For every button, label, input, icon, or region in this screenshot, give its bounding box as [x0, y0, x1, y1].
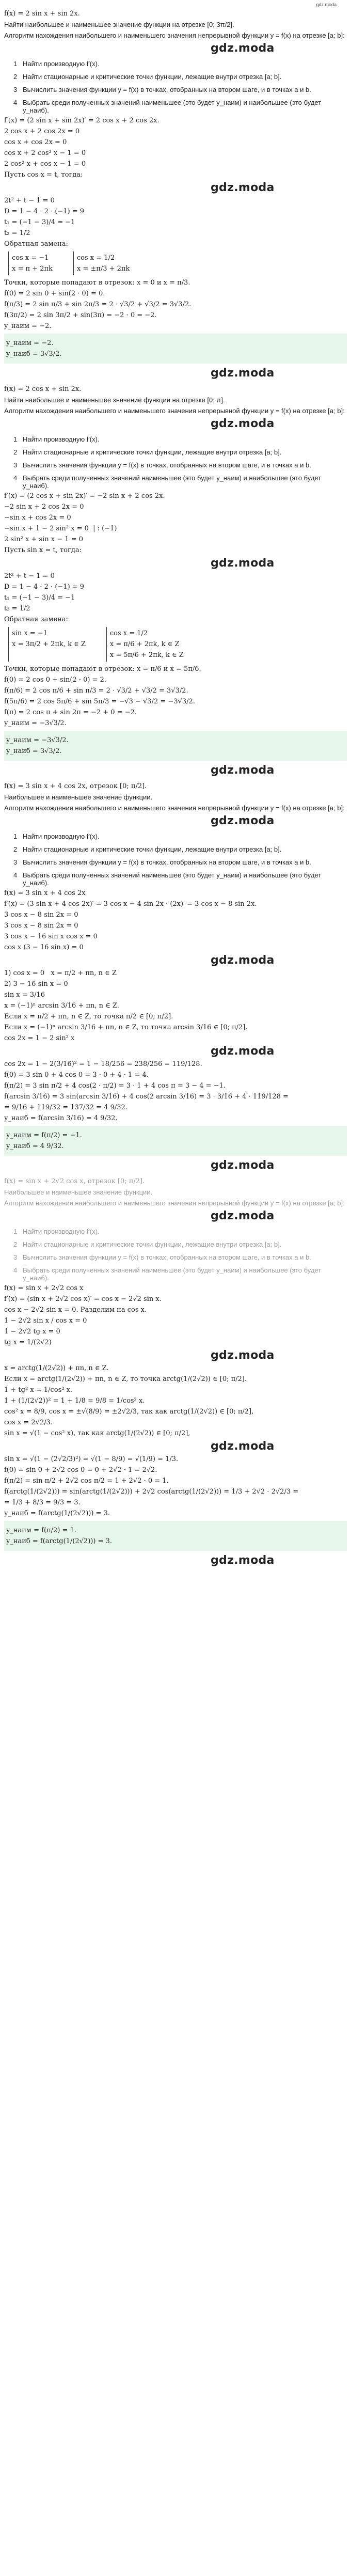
solution-line: y_наиб = f(arcsin 3/16) = 4 9/32.	[4, 1114, 118, 1122]
problem-text-line: Алгоритм нахождения наибольшего и наименьшего значения непрерывной функции y = f(x) на отрезке [a; b]:	[4, 32, 345, 39]
algorithm-step	[13, 833, 347, 840]
solution-line: f(3π/2) = 2 sin 3π/2 + sin(3π) = −2 · 0 = −2.	[4, 311, 157, 319]
problem-text-line: Наибольшее и наименьшее значение функции.	[4, 793, 153, 801]
answer-box	[4, 1521, 347, 1551]
solution-line: Точки, которые попадают в отрезок: x = 0 и x = π/3.	[4, 279, 190, 287]
problem-text-line: f(x) = 3 sin x + 4 cos 2x, отрезок [0; π/2].	[4, 782, 147, 790]
step-number: 2	[13, 73, 18, 81]
solution-line: Точки, которые попадают в отрезок: x = π/6 и x = 5π/6.	[4, 665, 201, 673]
step-text: Найти производную f′(x).	[23, 435, 100, 443]
solution-line: f′(x) = (2 cos x + sin 2x)′ = −2 sin x + 2 cos 2x.	[4, 492, 165, 500]
watermark-logo: gdz.moda	[211, 557, 275, 570]
solution-line: f(x) = sin x + 2√2 cos x	[4, 1284, 84, 1292]
solution-line: f(0) = 3 sin 0 + 4 cos 0 = 3 · 0 + 4 · 1 = 4.	[4, 1071, 149, 1079]
system-line: x = π/6 + 2πk, k ∈ Z	[109, 640, 180, 648]
solution-line: 2 sin² x + sin x − 1 = 0	[4, 536, 83, 543]
solution-line: 2 cos x + 2 cos 2x = 0	[4, 128, 80, 135]
solution-line: f(π/2) = 3 sin π/2 + 4 cos(2 · π/2) = 3 · 1 + 4 cos π = 3 − 4 = −1.	[4, 1082, 226, 1090]
algorithm-step	[13, 86, 347, 93]
watermark-logo: gdz.moda	[211, 1349, 275, 1362]
step-number: 3	[13, 461, 18, 469]
watermark-logo: gdz.moda	[211, 42, 275, 55]
solution-line: D = 1 − 4 · 2 · (−1) = 9	[4, 208, 85, 215]
answer-line: y_наиб = 3√3/2.	[6, 747, 62, 755]
equation-system	[8, 252, 347, 275]
algorithm-step	[13, 73, 347, 81]
step-number: 2	[13, 448, 18, 456]
solution-line: cos x + 2 cos² x − 1 = 0	[4, 149, 86, 157]
solution-line: cos 2x = 1 − 2 sin² x	[4, 1034, 75, 1042]
watermark-logo: gdz.moda	[211, 764, 275, 777]
solution-line: 2) 3 − 16 sin x = 0	[4, 980, 68, 988]
system-left	[8, 627, 86, 662]
system-line: cos x = 1/2	[76, 254, 115, 262]
step-text: Найти стационарные и критические точки функции, лежащие внутри отрезка [a; b].	[23, 73, 282, 81]
watermark-logo: gdz.moda	[211, 1045, 275, 1058]
algorithm-step	[13, 858, 347, 866]
step-text: Вычислить значения функции y = f(x) в точках, отобранных на втором шаге, и в точках a и b.	[23, 461, 311, 469]
step-text: Выбрать среди полученных значений наименьшее (это будет y_наим) и наибольшее (это будет y_наиб).	[23, 1266, 322, 1282]
problem-text-line: Найти наибольшее и наименьшее значение функции на отрезке [0; π].	[4, 396, 225, 404]
solution-line: 2t² + t − 1 = 0	[4, 572, 55, 580]
watermark-logo: gdz.moda	[211, 1159, 275, 1172]
solution-line: −sin x + 1 − 2 sin² x = 0 | : (−1)	[4, 525, 117, 532]
system-line: sin x = −1	[12, 630, 47, 637]
step-number: 1	[13, 1228, 18, 1235]
solution-line: = 1/3 + 8/3 = 9/3 = 3.	[4, 1499, 81, 1506]
solution-line: f(π/2) = sin π/2 + 2√2 cos π/2 = 1 + 2√2 · 0 = 1.	[4, 1477, 169, 1485]
problem-text-line: Алгоритм нахождения наибольшего и наименьшего значения непрерывной функции y = f(x) на отрезке [a; b]:	[4, 1199, 345, 1207]
solution-line: f′(x) = (sin x + 2√2 cos x)′ = cos x − 2√2 sin x.	[4, 1295, 162, 1303]
solution-line: 1 − 2√2 sin x / cos x = 0	[4, 1317, 87, 1325]
step-number: 4	[13, 871, 18, 879]
step-number: 3	[13, 86, 18, 93]
algorithm-step	[13, 1266, 347, 1282]
solution-line: Обратная замена:	[4, 240, 68, 248]
step-number: 1	[13, 435, 18, 443]
solution-line: f(0) = sin 0 + 2√2 cos 0 = 0 + 2√2 · 1 = 2√2.	[4, 1466, 157, 1474]
solution-line: f(π/3) = 2 sin π/3 + sin 2π/3 = 2 · √3/2 + √3/2 = 3√3/2.	[4, 301, 192, 308]
step-text: Найти производную f′(x).	[23, 1228, 100, 1235]
solution-line: f(π/6) = 2 cos π/6 + sin π/3 = 2 · √3/2 + √3/2 = 3√3/2.	[4, 687, 188, 695]
solution-line: 1 − 2√2 tg x = 0	[4, 1328, 60, 1336]
step-text: Выбрать среди полученных значений наименьшее (это будет y_наим) и наибольшее (это будет y_наиб).	[23, 871, 322, 887]
algorithm-step	[13, 871, 347, 887]
watermark-logo: gdz.moda	[211, 1440, 275, 1453]
algorithm-step	[13, 1253, 347, 1261]
algorithm-step	[13, 435, 347, 443]
problem-text-line: Алгоритм нахождения наибольшего и наименьшего значения непрерывной функции y = f(x) на отрезке [a; b]:	[4, 407, 345, 415]
solution-line: t₂ = 1/2	[4, 605, 30, 612]
problem-4	[4, 1177, 347, 1567]
solution-line: x = (−1)ⁿ arcsin 3/16 + πn, n ∈ Z.	[4, 1002, 119, 1010]
solution-line: cos² x = 8/9, cos x = ±√(8/9) = ±2√2/3, так как arctg(1/(2√2)) ∈ [0; π/2],	[4, 1408, 254, 1416]
step-text: Выбрать среди полученных значений наименьшее (это будет y_наим) и наибольшее (это будет y_наиб).	[23, 474, 322, 490]
algorithm-step	[13, 448, 347, 456]
step-number: 2	[13, 1240, 18, 1248]
solution-line: −2 sin x + 2 cos 2x = 0	[4, 503, 84, 511]
solution-line: t₂ = 1/2	[4, 229, 30, 237]
algorithm-step	[13, 845, 347, 853]
solution-line: Пусть cos x = t, тогда:	[4, 171, 83, 179]
system-line: cos x = 1/2	[109, 630, 148, 637]
equation-system	[8, 627, 347, 662]
solution-line: tg x = 1/(2√2)	[4, 1339, 52, 1346]
step-number: 4	[13, 99, 18, 106]
step-number: 3	[13, 1253, 18, 1261]
solution-line: f(0) = 2 cos 0 + sin(2 · 0) = 2.	[4, 676, 106, 684]
answer-line: y_наиб = 3√3/2.	[6, 350, 62, 358]
algorithm-step	[13, 1228, 347, 1235]
solution-line: cos x + cos 2x = 0	[4, 138, 67, 146]
problem-1	[4, 2, 347, 380]
solution-line: sin x = √(1 − cos² x), так как arctg(1/(2√2)) ∈ [0; π/2],	[4, 1430, 190, 1437]
step-text: Найти стационарные и критические точки функции, лежащие внутри отрезка [a; b].	[23, 845, 282, 853]
algorithm-step	[13, 99, 347, 114]
solution-line: cos x − 2√2 sin x = 0. Разделим на cos x.	[4, 1306, 147, 1314]
step-text: Найти производную f′(x).	[23, 60, 100, 68]
watermark-logo: gdz.moda	[211, 181, 275, 194]
solution-line: cos 2x = 1 − 2(3/16)² = 1 − 18/256 = 238/256 = 119/128.	[4, 1060, 202, 1068]
solution-line: 1 + tg² x = 1/cos² x.	[4, 1386, 73, 1394]
solution-line: −sin x + cos 2x = 0	[4, 514, 71, 522]
step-text: Вычислить значения функции y = f(x) в точках, отобранных на втором шаге, и в точках a и b.	[23, 86, 311, 93]
step-text: Выбрать среди полученных значений наименьшее (это будет y_наим) и наибольшее (это будет y_наиб).	[23, 99, 322, 114]
solution-line: f(π) = 2 cos π + sin 2π = −2 + 0 = −2.	[4, 709, 137, 716]
system-right	[73, 252, 130, 275]
solution-line: t₁ = (−1 − 3)/4 = −1	[4, 218, 75, 226]
system-right	[106, 627, 184, 662]
solution-line: Пусть sin x = t, тогда:	[4, 546, 82, 554]
step-text: Найти производную f′(x).	[23, 833, 100, 840]
system-line: x = 3π/2 + 2πk, k ∈ Z	[12, 640, 86, 648]
problem-text-line: f(x) = 2 cos x + sin 2x.	[4, 385, 82, 393]
step-number: 2	[13, 845, 18, 853]
solution-line: cos x (3 − 16 sin x) = 0	[4, 944, 84, 951]
problem-text-line: Наибольшее и наименьшее значение функции.	[4, 1188, 153, 1196]
system-left	[8, 252, 53, 275]
algorithm-step	[13, 60, 347, 68]
answer-line: y_наим = −2.	[6, 339, 54, 347]
problem-3	[4, 782, 347, 1172]
solution-line: 1 + (1/(2√2))² = 1 + 1/8 = 9/8 = 1/cos² x.	[4, 1397, 145, 1405]
watermark-logo: gdz.moda	[211, 1210, 275, 1222]
solution-line: Если x = π/2 + πn, n ∈ Z, то точка π/2 ∈ [0; π/2].	[4, 1013, 173, 1020]
step-number: 3	[13, 858, 18, 866]
watermark-small: gdz.moda	[316, 2, 337, 7]
algorithm-step	[13, 474, 347, 490]
solution-line: y_наим = −3√3/2.	[4, 719, 67, 727]
solution-line: t₁ = (−1 − 3)/4 = −1	[4, 594, 75, 602]
watermark-logo: gdz.moda	[211, 954, 275, 967]
solution-line: sin x = 3/16	[4, 991, 45, 999]
solution-line: f(x) = 3 sin x + 4 cos 2x	[4, 889, 86, 897]
solution-line: 3 cos x − 16 sin x cos x = 0	[4, 933, 98, 940]
solution-line: sin x = √(1 − (2√2/3)²) = √(1 − 8/9) = √(1/9) = 1/3.	[4, 1455, 179, 1463]
solution-line: f′(x) = (3 sin x + 4 cos 2x)′ = 3 cos x − 4 sin 2x · (2x)′ = 3 cos x − 8 sin 2x.	[4, 900, 257, 908]
watermark-logo: gdz.moda	[211, 367, 275, 380]
problem-text-line: Найти наибольшее и наименьшее значение функции на отрезке [0; 3π/2].	[4, 21, 234, 28]
algorithm-step	[13, 1240, 347, 1248]
solution-line: f(arcsin 3/16) = 3 sin(arcsin 3/16) + 4 cos(2 arcsin 3/16) = 3 · 3/16 + 4 · 119/128 =	[4, 1093, 289, 1101]
answer-line: y_наиб = f(arctg(1/(2√2))) = 3.	[6, 1537, 112, 1545]
step-number: 1	[13, 60, 18, 68]
step-text: Вычислить значения функции y = f(x) в точках, отобранных на втором шаге, и в точках a и b.	[23, 858, 311, 866]
solution-line: 2 cos² x + cos x − 1 = 0	[4, 160, 86, 168]
solution-line: f(arctg(1/(2√2))) = sin(arctg(1/(2√2))) + 2√2 cos(arctg(1/(2√2))) = 1/3 + 2√2 · 2√2/3 =	[4, 1488, 299, 1496]
system-line: x = ±π/3 + 2πk	[76, 265, 130, 273]
system-line: x = 5π/6 + 2πk, k ∈ Z	[109, 651, 184, 659]
solution-line: 1) cos x = 0 x = π/2 + πn, n ∈ Z	[4, 969, 117, 977]
step-text: Вычислить значения функции y = f(x) в точках, отобранных на втором шаге, и в точках a и b.	[23, 1253, 311, 1261]
answer-box	[4, 731, 347, 761]
step-number: 4	[13, 1266, 18, 1274]
solution-line: 3 cos x − 8 sin 2x = 0	[4, 911, 78, 919]
problem-text-line: Алгоритм нахождения наибольшего и наименьшего значения непрерывной функции y = f(x) на отрезке [a; b]:	[4, 804, 345, 812]
solution-line: = 9/16 + 119/32 = 137/32 = 4 9/32.	[4, 1104, 127, 1111]
step-number: 4	[13, 474, 18, 482]
algorithm-step	[13, 461, 347, 469]
problem-2	[4, 385, 347, 777]
solution-line: cos x = 2√2/3.	[4, 1419, 53, 1426]
solution-line: y_наим = −2.	[4, 322, 52, 330]
problem-text-line: f(x) = sin x + 2√2 cos x, отрезок [0; π/2].	[4, 1177, 145, 1185]
answer-box	[4, 334, 347, 364]
answer-line: y_наиб = 4 9/32.	[6, 1142, 64, 1150]
watermark-logo: gdz.moda	[211, 417, 275, 430]
answer-line: y_наим = f(π/2) = −1.	[6, 1132, 82, 1139]
answer-line: y_наим = −3√3/2.	[6, 736, 69, 744]
system-line: cos x = −1	[12, 254, 49, 262]
solution-line: Если x = arctg(1/(2√2)) + πn, n ∈ Z, то точка arctg(1/(2√2)) ∈ [0; π/2].	[4, 1375, 247, 1383]
solution-line: Обратная замена:	[4, 616, 68, 623]
solution-line: y_наиб = f(arctg(1/(2√2))) = 3.	[4, 1510, 110, 1517]
answer-line: y_наим = f(π/2) = 1.	[6, 1527, 76, 1534]
solution-line: 3 cos x − 8 sin 2x = 0	[4, 922, 78, 930]
step-text: Найти стационарные и критические точки функции, лежащие внутри отрезка [a; b].	[23, 448, 282, 456]
watermark-logo: gdz.moda	[211, 814, 275, 827]
solution-line: 2t² + t − 1 = 0	[4, 197, 55, 205]
problem-text-line: f(x) = 2 sin x + sin 2x.	[4, 10, 80, 18]
solution-line: D = 1 − 4 · 2 · (−1) = 9	[4, 583, 85, 591]
step-text: Найти стационарные и критические точки функции, лежащие внутри отрезка [a; b].	[23, 1240, 282, 1248]
solution-line: f(5π/6) = 2 cos 5π/6 + sin 5π/3 = −√3 − √3/2 = −3√3/2.	[4, 698, 195, 705]
system-line: x = π + 2πk	[12, 265, 53, 273]
solution-line: Если x = (−1)ⁿ arcsin 3/16 + πn, n ∈ Z, то точка arcsin 3/16 ∈ [0; π/2].	[4, 1024, 248, 1031]
watermark-logo: gdz.moda	[211, 1554, 275, 1567]
solution-line: x = arctg(1/(2√2)) + πn, n ∈ Z.	[4, 1364, 109, 1372]
step-number: 1	[13, 833, 18, 840]
answer-box	[4, 1126, 347, 1156]
solution-line: f′(x) = (2 sin x + sin 2x)′ = 2 cos x + 2 cos 2x.	[4, 117, 159, 124]
solution-line: f(0) = 2 sin 0 + sin(2 · 0) = 0.	[4, 290, 105, 297]
